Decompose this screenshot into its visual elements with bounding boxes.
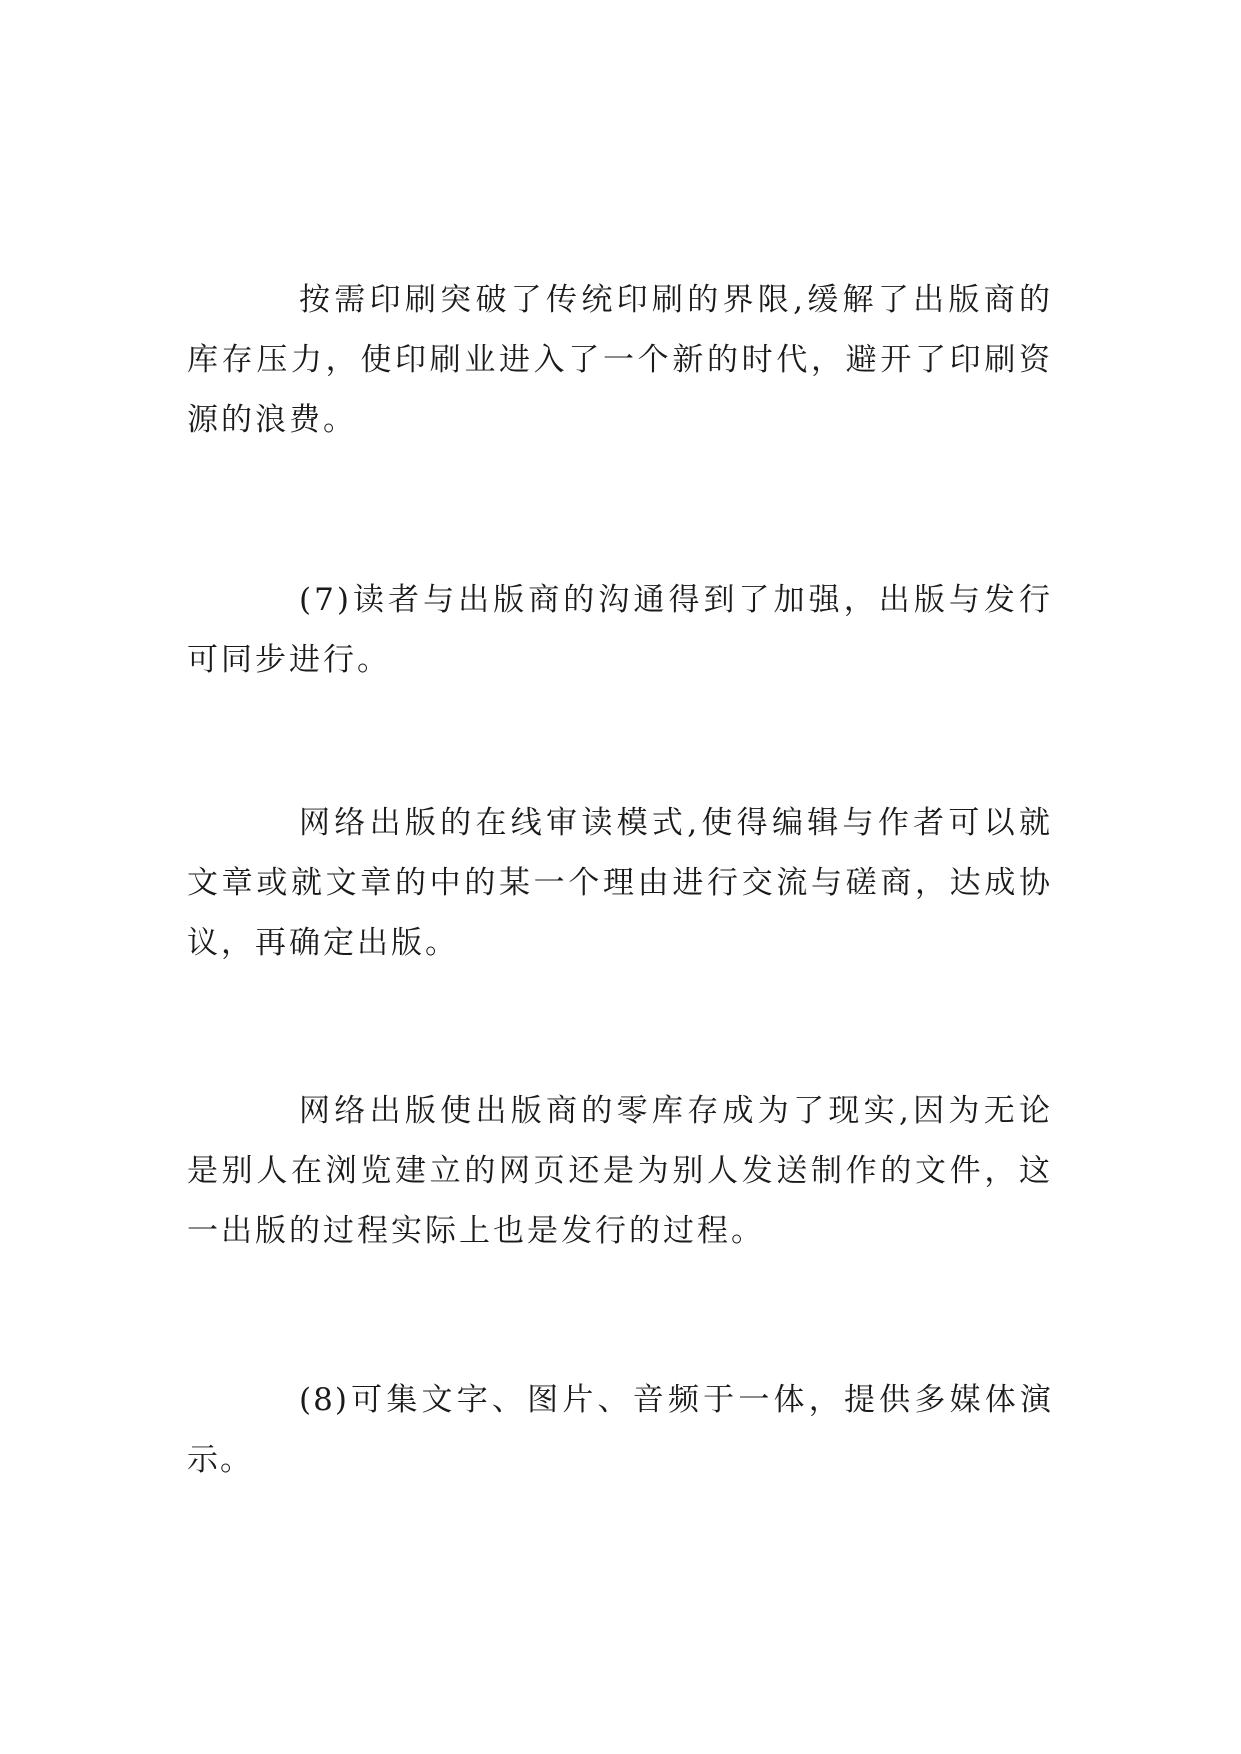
paragraph-online-review: 网络出版的在线审读模式,使得编辑与作者可以就文章或就文章的中的某一个理由进行交流与磋商，达成协议，再确定出版。 (187, 805, 1053, 961)
paragraph-reader-publisher-communication: (7)读者与出版商的沟通得到了加强，出版与发行可同步进行。 (187, 582, 1053, 678)
paragraph-zero-inventory: 网络出版使出版商的零库存成为了现实,因为无论是别人在浏览建立的网页还是为别人发送制作的文件，这一出版的过程实际上也是发行的过程。 (187, 1093, 1053, 1249)
paragraph-on-demand-printing: 按需印刷突破了传统印刷的界限,缓解了出版商的库存压力，使印刷业进入了一个新的时代，避开了印刷资源的浪费。 (187, 282, 1053, 438)
paragraph-multimedia: (8)可集文字、图片、音频于一体，提供多媒体演示。 (187, 1382, 1053, 1478)
